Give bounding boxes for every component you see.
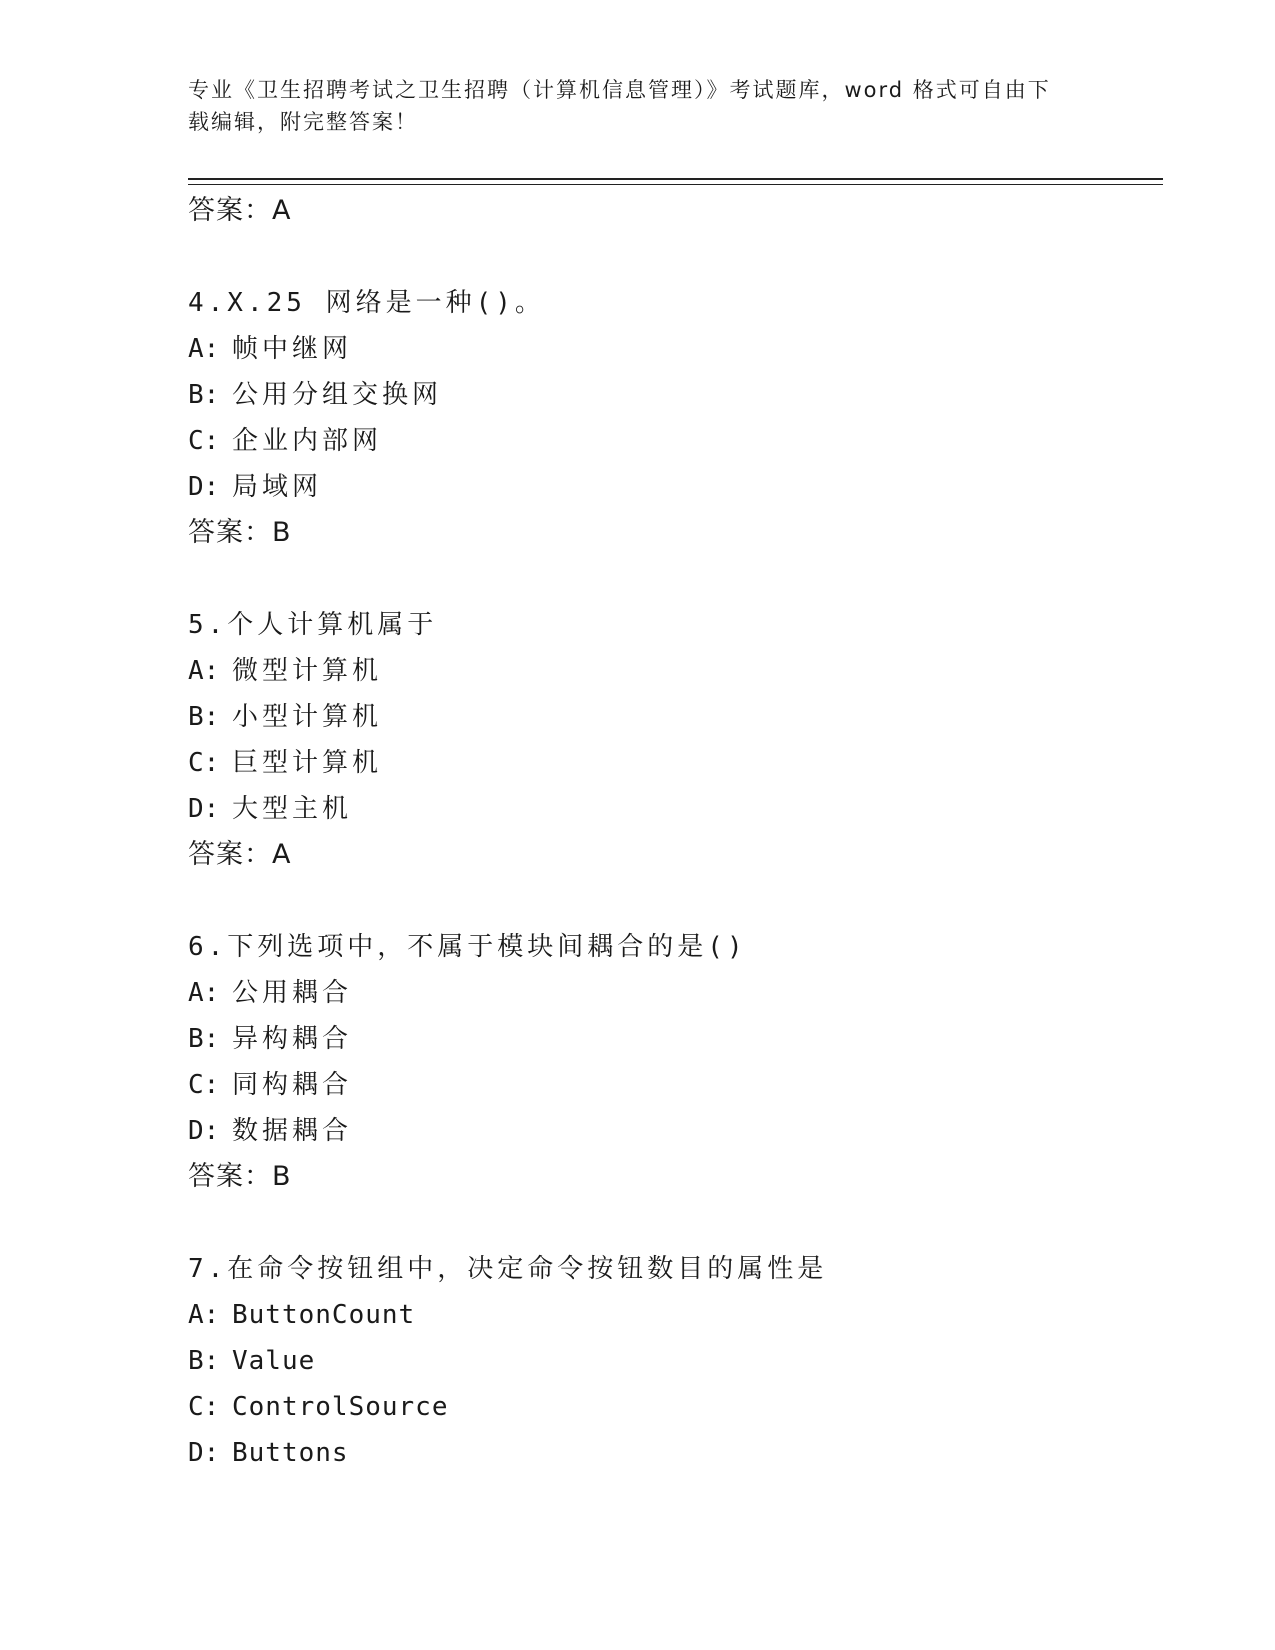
option-tag: A: — [188, 978, 220, 1008]
option-a — [188, 326, 1163, 372]
option-tag: B: — [188, 702, 220, 732]
option-text: 局域网 — [232, 472, 323, 502]
option-a — [188, 970, 1163, 1016]
option-a — [188, 1292, 1163, 1338]
option-c — [188, 1384, 1163, 1430]
option-text: 微型计算机 — [232, 656, 383, 686]
question-block — [188, 1246, 1163, 1476]
option-tag: C: — [188, 1392, 220, 1422]
header-divider-thin — [188, 184, 1163, 185]
option-text: 公用耦合 — [232, 978, 353, 1008]
option-tag: B: — [188, 380, 220, 410]
option-tag: A: — [188, 656, 220, 686]
option-text: 大型主机 — [232, 794, 353, 824]
option-b — [188, 372, 1163, 418]
header-divider-thick — [188, 178, 1163, 180]
option-tag: C: — [188, 748, 220, 778]
question-title: 7.在命令按钮组中，决定命令按钮数目的属性是 — [188, 1254, 828, 1284]
option-b — [188, 1338, 1163, 1384]
option-a — [188, 648, 1163, 694]
option-text: 公用分组交换网 — [232, 380, 443, 410]
option-tag: A: — [188, 334, 220, 364]
option-d — [188, 1430, 1163, 1476]
option-text: Value — [232, 1346, 316, 1376]
option-text: ControlSource — [232, 1392, 449, 1422]
option-c — [188, 740, 1163, 786]
option-text: 巨型计算机 — [232, 748, 383, 778]
option-text: Buttons — [232, 1438, 349, 1468]
option-tag: D: — [188, 1438, 220, 1468]
option-text: 帧中继网 — [232, 334, 353, 364]
option-c — [188, 1062, 1163, 1108]
spacer — [188, 878, 1163, 924]
question-block — [188, 280, 1163, 556]
option-tag: D: — [188, 472, 220, 502]
question-block — [188, 602, 1163, 878]
answer-line: 答案：B — [188, 1161, 292, 1192]
question-title: 4.X.25 网络是一种()。 — [188, 288, 545, 318]
option-text: 企业内部网 — [232, 426, 383, 456]
option-text: 小型计算机 — [232, 702, 383, 732]
question-title: 6.下列选项中，不属于模块间耦合的是() — [188, 932, 747, 962]
option-b — [188, 694, 1163, 740]
option-text: ButtonCount — [232, 1300, 416, 1330]
option-d — [188, 786, 1163, 832]
question-block — [188, 924, 1163, 1200]
question-title: 5.个人计算机属于 — [188, 610, 438, 640]
question-list — [188, 188, 1163, 1476]
option-text: 数据耦合 — [232, 1116, 353, 1146]
option-c — [188, 418, 1163, 464]
spacer — [188, 556, 1163, 602]
answer-line: 答案：A — [188, 195, 292, 226]
option-tag: C: — [188, 1070, 220, 1100]
spacer — [188, 1200, 1163, 1246]
option-text: 同构耦合 — [232, 1070, 353, 1100]
option-tag: A: — [188, 1300, 220, 1330]
option-d — [188, 464, 1163, 510]
option-d — [188, 1108, 1163, 1154]
option-tag: C: — [188, 426, 220, 456]
document-header: 专业《卫生招聘考试之卫生招聘（计算机信息管理）》考试题库，word 格式可自由下载编辑，附完整答案！ — [188, 78, 1051, 134]
option-tag: B: — [188, 1024, 220, 1054]
option-b — [188, 1016, 1163, 1062]
option-tag: D: — [188, 794, 220, 824]
option-tag: B: — [188, 1346, 220, 1376]
answer-line: 答案：A — [188, 839, 292, 870]
option-text: 异构耦合 — [232, 1024, 353, 1054]
spacer — [188, 234, 1163, 280]
answer-line: 答案：B — [188, 517, 292, 548]
option-tag: D: — [188, 1116, 220, 1146]
